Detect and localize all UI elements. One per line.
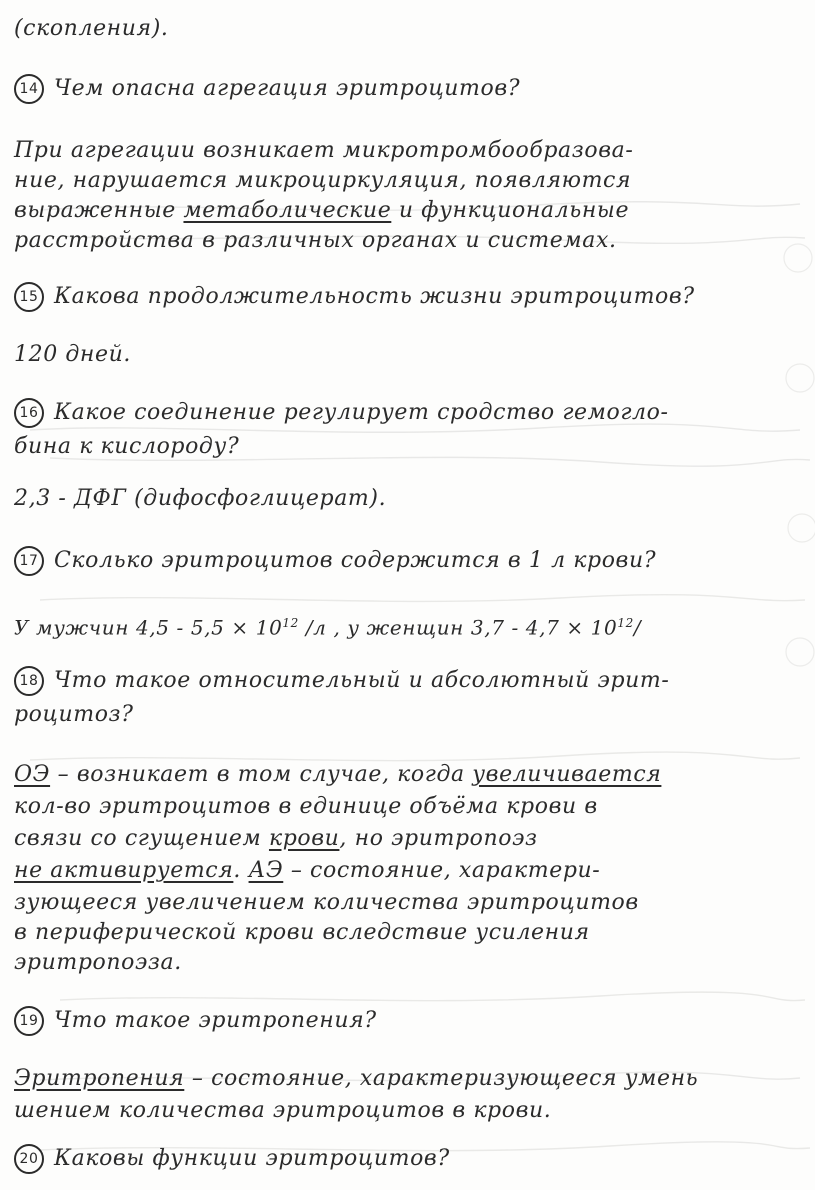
- answer-18-line-7: эритропоэза.: [14, 950, 182, 975]
- question-text: Сколько эритроцитов содержится в 1 л крови?: [54, 548, 657, 573]
- question-number-badge: 17: [14, 546, 44, 576]
- question-text: Что такое эритропения?: [54, 1008, 377, 1033]
- question-17: [14, 546, 656, 576]
- question-text: Чем опасна агрегация эритроцитов?: [54, 76, 521, 101]
- question-number-badge: 20: [14, 1144, 44, 1174]
- answer-18-line-1: ОЭ – возникает в том случае, когда увеличивается: [14, 762, 662, 787]
- line-continuation: (скопления).: [14, 16, 169, 41]
- question-18-line-2: роцитоз?: [14, 702, 134, 727]
- question-20: [14, 1144, 450, 1174]
- answer-14-line-1: При агрегации возникает микротромбообразова-: [14, 138, 634, 163]
- question-15: [14, 282, 695, 312]
- question-text: Что такое относительный и абсолютный эрит-: [54, 668, 670, 693]
- answer-18-line-3: связи со сгущением крови, но эритропоэз: [14, 826, 538, 851]
- question-14: [14, 74, 520, 104]
- question-18: [14, 666, 669, 696]
- question-text: Каковы функции эритроцитов?: [54, 1146, 450, 1171]
- question-number-badge: 19: [14, 1006, 44, 1036]
- question-number-badge: 15: [14, 282, 44, 312]
- question-number-badge: 18: [14, 666, 44, 696]
- answer-16: 2,3 - ДФГ (дифосфоглицерат).: [14, 486, 387, 511]
- answer-17: У мужчин $4,5 - 5,5 \times 10^{12}$ /л , у женщин $3,7 - 4,7 \times 10^{12}/$: [14, 615, 642, 640]
- question-16: [14, 398, 669, 428]
- answer-18-line-4: не активируется. АЭ – состояние, характери-: [14, 858, 601, 883]
- question-16-line-2: бина к кислороду?: [14, 434, 240, 459]
- question-text: Какое соединение регулирует сродство гемогло-: [54, 400, 669, 425]
- answer-18-line-2: кол-во эритроцитов в единице объёма крови в: [14, 794, 598, 819]
- question-number-badge: 16: [14, 398, 44, 428]
- question-text: Какова продолжительность жизни эритроцитов?: [54, 284, 695, 309]
- answer-14-line-2: ние, нарушается микроциркуляция, появляются: [14, 168, 632, 193]
- answer-18-line-6: в периферической крови вследствие усиления: [14, 920, 590, 945]
- answer-19-line-2: шением количества эритроцитов в крови.: [14, 1098, 552, 1123]
- answer-14-line-4: расстройства в различных органах и системах.: [14, 228, 617, 253]
- answer-14-line-3: выраженные метаболические и функциональные: [14, 198, 630, 223]
- question-number-badge: 14: [14, 74, 44, 104]
- answer-19-line-1: Эритропения – состояние, характеризующееся умень: [14, 1066, 699, 1091]
- answer-18-line-5: зующееся увеличением количества эритроцитов: [14, 890, 639, 915]
- question-19: [14, 1006, 377, 1036]
- answer-15: 120 дней.: [14, 342, 132, 367]
